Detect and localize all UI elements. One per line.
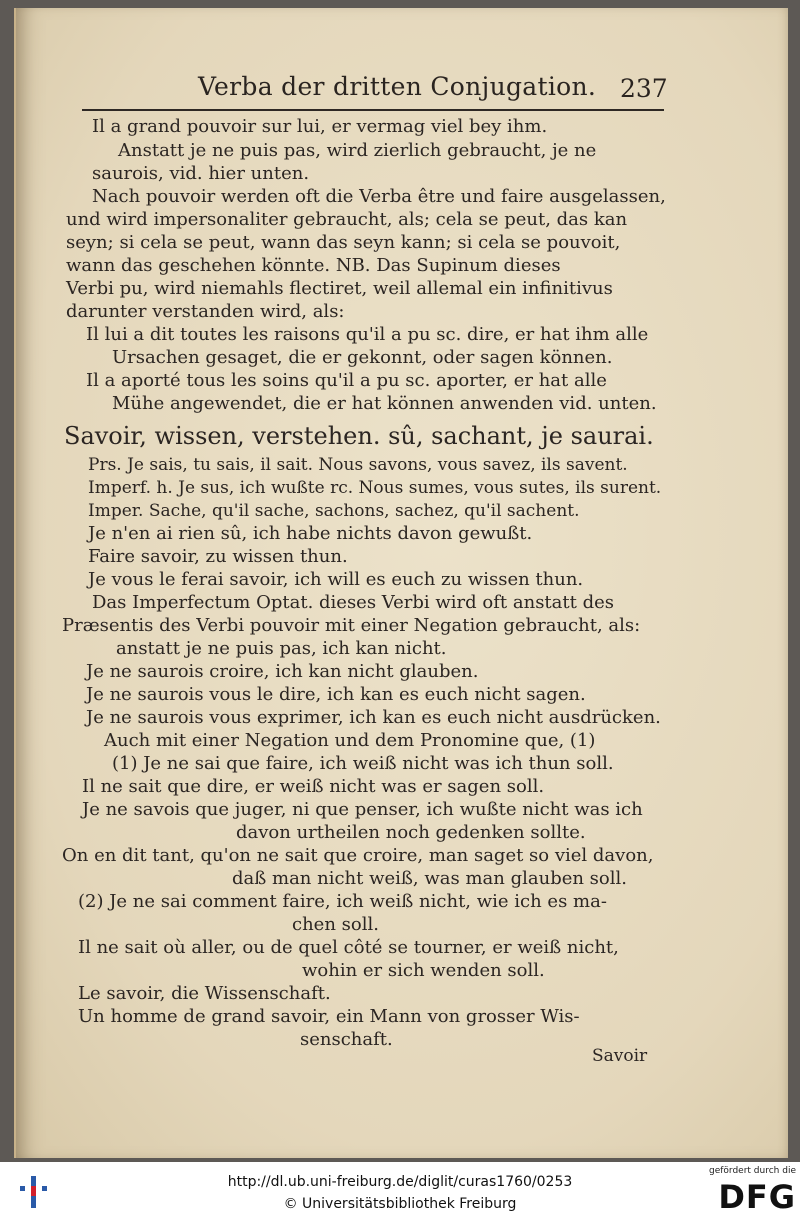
text-line: Imperf. h. Je sus, ich wußte rc. Nous sumes, vous sutes, ils surent.	[88, 478, 662, 498]
text-line: Præsentis des Verbi pouvoir mit einer Negation gebraucht, als:	[62, 615, 641, 636]
text-line: davon urtheilen noch gedenken sollte.	[236, 822, 586, 843]
text-line: Je ne saurois vous le dire, ich kan es euch nicht sagen.	[86, 684, 586, 705]
text-line: Mühe angewendet, die er hat können anwenden vid. unten.	[112, 393, 657, 414]
text-line: Faire savoir, zu wissen thun.	[88, 546, 348, 567]
text-line: und wird impersonaliter gebraucht, als; cela se peut, das kan	[66, 209, 628, 230]
page-number: 237	[620, 74, 668, 103]
text-line: On en dit tant, qu'on ne sait que croire, man saget so viel davon,	[62, 845, 654, 866]
text-line: Il ne sait où aller, ou de quel côté se tourner, er weiß nicht,	[78, 937, 619, 958]
text-line: saurois, vid. hier unten.	[92, 163, 310, 184]
running-head: Verba der dritten Conjugation.	[198, 72, 597, 101]
text-line: Das Imperfectum Optat. dieses Verbi wird oft anstatt des	[92, 592, 614, 613]
text-line: darunter verstanden wird, als:	[66, 301, 345, 322]
page-body	[16, 8, 788, 1158]
text-line: Je ne saurois croire, ich kan nicht glauben.	[86, 661, 479, 682]
dfg-wordmark: DFG	[718, 1178, 796, 1216]
text-line: Il a aporté tous les soins qu'il a pu sc. aporter, er hat alle	[86, 370, 607, 391]
dfg-caption: gefördert durch die	[709, 1166, 796, 1176]
source-url-link[interactable]: http://dl.ub.uni-freiburg.de/diglit/curas1760/0253	[227, 1174, 573, 1190]
text-line: Je n'en ai rien sû, ich habe nichts davon gewußt.	[88, 523, 533, 544]
text-line: Imper. Sache, qu'il sache, sachons, sachez, qu'il sachent.	[88, 501, 580, 521]
text-line: Anstatt je ne puis pas, wird zierlich gebraucht, je ne	[118, 140, 597, 161]
text-line: daß man nicht weiß, was man glauben soll.	[232, 868, 627, 889]
viewer-footer	[0, 1162, 800, 1220]
text-line: Un homme de grand savoir, ein Mann von grosser Wis-	[78, 1006, 580, 1027]
text-line: Je ne saurois vous exprimer, ich kan es euch nicht ausdrücken.	[86, 707, 661, 728]
text-line: Ursachen gesaget, die er gekonnt, oder sagen können.	[112, 347, 613, 368]
text-line: senschaft.	[300, 1029, 393, 1050]
text-line: wohin er sich wenden soll.	[302, 960, 545, 981]
text-line: Je vous le ferai savoir, ich will es euch zu wissen thun.	[88, 569, 584, 590]
text-line: seyn; si cela se peut, wann das seyn kann; si cela se pouvoit,	[66, 232, 621, 253]
library-credit: © Universitätsbibliothek Freiburg	[283, 1196, 517, 1212]
text-line: (2) Je ne sai comment faire, ich weiß nicht, wie ich es ma-	[78, 891, 607, 912]
entry-heading: Savoir, wissen, verstehen. sû, sachant, je saurai.	[64, 422, 654, 450]
text-line: Prs. Je sais, tu sais, il sait. Nous savons, vous savez, ils savent.	[88, 455, 628, 475]
dfg-logo	[700, 1166, 796, 1218]
text-line: anstatt je ne puis pas, ich kan nicht.	[116, 638, 447, 659]
text-line: chen soll.	[292, 914, 379, 935]
text-line: Le savoir, die Wissenschaft.	[78, 983, 331, 1004]
text-line: Verbi pu, wird niemahls flectiret, weil allemal ein infinitivus	[66, 278, 613, 299]
catchword: Savoir	[592, 1046, 648, 1066]
book-page	[14, 8, 788, 1158]
text-line: Il ne sait que dire, er weiß nicht was er sagen soll.	[82, 776, 545, 797]
text-line: Nach pouvoir werden oft die Verba être und faire ausgelassen,	[92, 186, 666, 207]
text-line: Auch mit einer Negation und dem Pronomine que, (1)	[104, 730, 596, 751]
text-line: Je ne savois que juger, ni que penser, ich wußte nicht was ich	[82, 799, 643, 820]
text-line: (1) Je ne sai que faire, ich weiß nicht was ich thun soll.	[112, 753, 614, 774]
text-line: Il a grand pouvoir sur lui, er vermag viel bey ihm.	[92, 116, 548, 137]
text-line: wann das geschehen könnte. NB. Das Supinum dieses	[66, 255, 561, 276]
text-line: Il lui a dit toutes les raisons qu'il a pu sc. dire, er hat ihm alle	[86, 324, 649, 345]
